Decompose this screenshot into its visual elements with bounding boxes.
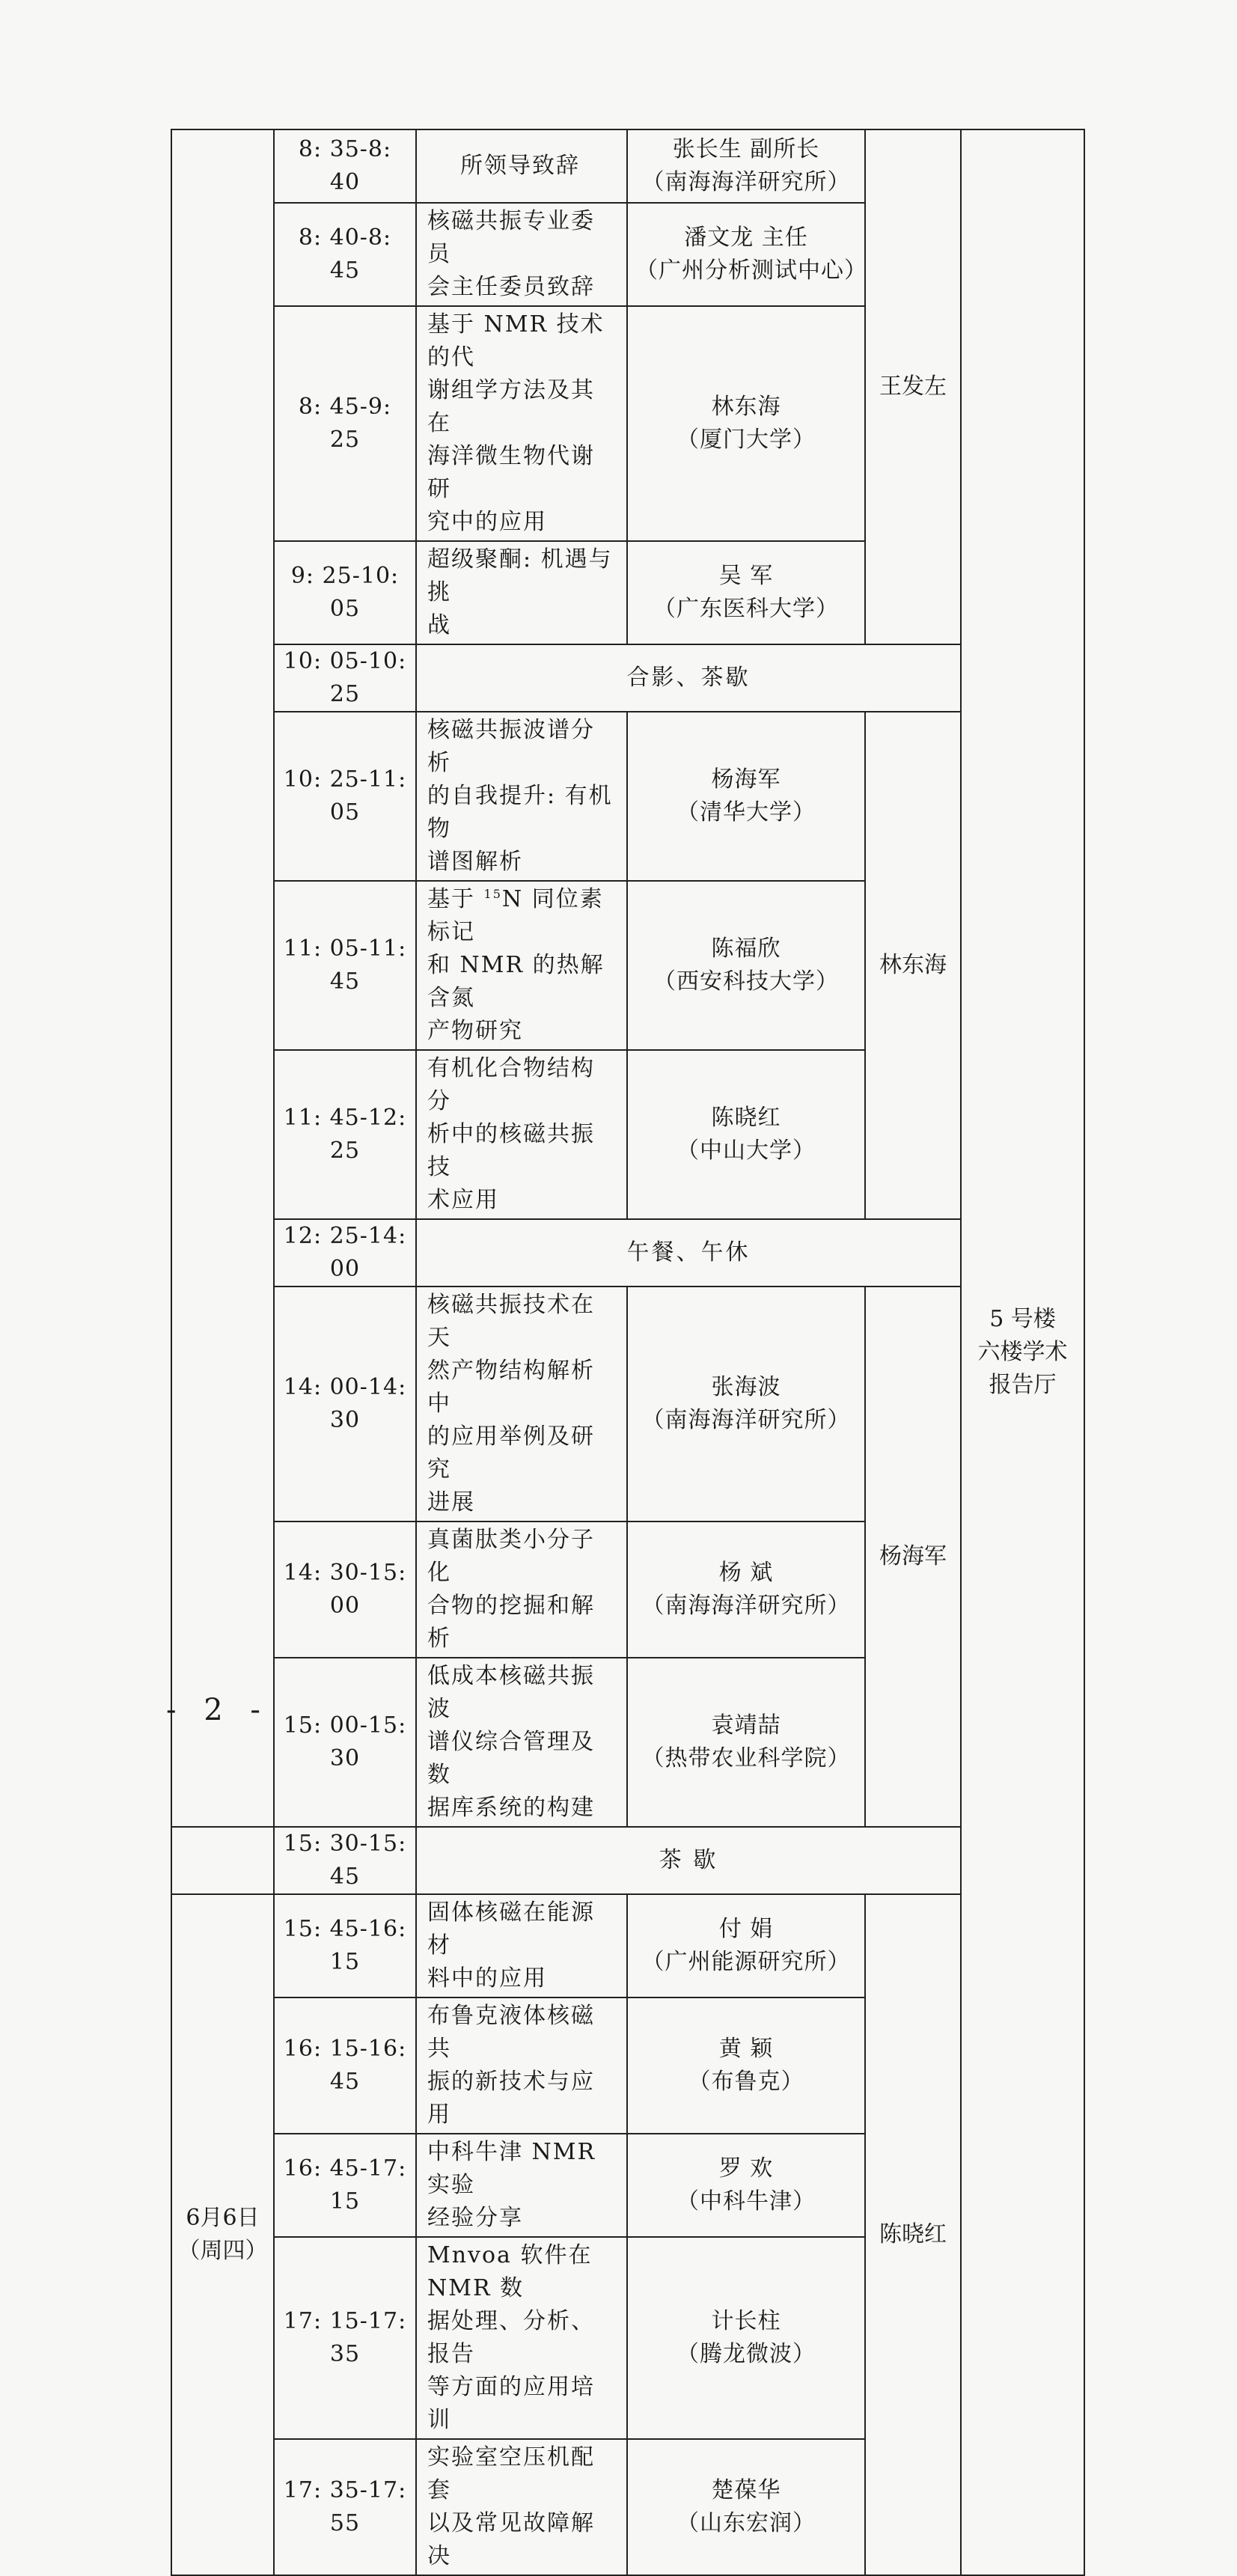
- speaker-cell: 黄 颖 （布鲁克）: [627, 1997, 865, 2134]
- time-cell: 9: 25-10: 05: [274, 541, 416, 644]
- speaker-cell: 付 娟 （广州能源研究所）: [627, 1894, 865, 1997]
- speaker-cell: 张长生 副所长 （南海海洋研究所）: [627, 129, 865, 203]
- topic-cell: Mnvoa 软件在 NMR 数 据处理、分析、报告 等方面的应用培训: [416, 2237, 627, 2439]
- topic-cell: 核磁共振专业委员 会主任委员致辞: [416, 203, 627, 306]
- time-cell: 11: 05-11: 45: [274, 881, 416, 1050]
- speaker-cell: 吴 军 （广东医科大学）: [627, 541, 865, 644]
- speaker-cell: 潘文龙 主任 （广州分析测试中心）: [627, 203, 865, 306]
- speaker-cell: 陈福欣 （西安科技大学）: [627, 881, 865, 1050]
- topic-cell: 基于 $^{15}$N 同位素标记 和 NMR 的热解含氮 产物研究: [416, 881, 627, 1050]
- topic-cell: 真菌肽类小分子化 合物的挖掘和解析: [416, 1522, 627, 1658]
- topic-cell: 基于 NMR 技术的代 谢组学方法及其在 海洋微生物代谢研 究中的应用: [416, 306, 627, 541]
- topic-cell: 固体核磁在能源材 料中的应用: [416, 1894, 627, 1997]
- speaker-cell: 计长柱 （腾龙微波）: [627, 2237, 865, 2439]
- date-cell-continued: [171, 1827, 274, 1894]
- topic-cell: 核磁共振波谱分析 的自我提升: 有机物 谱图解析: [416, 712, 627, 881]
- topic-cell: 有机化合物结构分 析中的核磁共振技 术应用: [416, 1050, 627, 1219]
- speaker-cell: 楚葆华 （山东宏润）: [627, 2439, 865, 2575]
- time-cell: 17: 35-17: 55: [274, 2439, 416, 2575]
- speaker-cell: 杨 斌 （南海海洋研究所）: [627, 1522, 865, 1658]
- time-cell: 8: 45-9: 25: [274, 306, 416, 541]
- time-cell: 14: 30-15: 00: [274, 1522, 416, 1658]
- speaker-cell: 罗 欢 （中科牛津）: [627, 2134, 865, 2237]
- schedule-table: [171, 129, 1085, 2576]
- topic-cell: 中科牛津 NMR 实验 经验分享: [416, 2134, 627, 2237]
- topic-cell: 核磁共振技术在天 然产物结构解析中 的应用举例及研究 进展: [416, 1287, 627, 1522]
- table-row: [171, 129, 1084, 203]
- topic-cell: 超级聚酮: 机遇与挑 战: [416, 541, 627, 644]
- host-cell: 王发左: [865, 129, 961, 644]
- table-row: [171, 644, 1084, 712]
- venue-cell: 5 号楼 六楼学术 报告厅: [961, 129, 1084, 2575]
- table-row: [171, 712, 1084, 881]
- host-cell: 陈晓红: [865, 1894, 961, 2575]
- speaker-cell: 林东海 （厦门大学）: [627, 306, 865, 541]
- time-cell: 10: 05-10: 25: [274, 644, 416, 712]
- topic-cell: 所领导致辞: [416, 129, 627, 203]
- host-cell: 林东海: [865, 712, 961, 1219]
- break-cell: 茶 歇: [416, 1827, 961, 1894]
- date-cell-continued: [171, 129, 274, 1827]
- speaker-cell: 杨海军 （清华大学）: [627, 712, 865, 881]
- topic-cell: 实验室空压机配套 以及常见故障解决: [416, 2439, 627, 2575]
- speaker-cell: 陈晓红 （中山大学）: [627, 1050, 865, 1219]
- table-row: [171, 1219, 1084, 1287]
- speaker-cell: 张海波 （南海海洋研究所）: [627, 1287, 865, 1522]
- date-cell: 6月6日 （周四）: [171, 1894, 274, 2575]
- time-cell: 8: 35-8: 40: [274, 129, 416, 203]
- time-cell: 15: 45-16: 15: [274, 1894, 416, 1997]
- time-cell: 8: 40-8: 45: [274, 203, 416, 306]
- time-cell: 17: 15-17: 35: [274, 2237, 416, 2439]
- speaker-cell: 袁靖喆 （热带农业科学院）: [627, 1658, 865, 1827]
- time-cell: 14: 00-14: 30: [274, 1287, 416, 1522]
- table-row: [171, 1287, 1084, 1522]
- break-cell: 合影、茶歇: [416, 644, 961, 712]
- break-cell: 午餐、午休: [416, 1219, 961, 1287]
- table-row: [171, 1894, 1084, 1997]
- time-cell: 10: 25-11: 05: [274, 712, 416, 881]
- time-cell: 16: 45-17: 15: [274, 2134, 416, 2237]
- topic-cell: 布鲁克液体核磁共 振的新技术与应用: [416, 1997, 627, 2134]
- page-number: - 2 -: [166, 1693, 269, 1727]
- time-cell: 15: 30-15: 45: [274, 1827, 416, 1894]
- topic-cell: 低成本核磁共振波 谱仪综合管理及数 据库系统的构建: [416, 1658, 627, 1827]
- time-cell: 11: 45-12: 25: [274, 1050, 416, 1219]
- host-cell: 杨海军: [865, 1287, 961, 1827]
- time-cell: 15: 00-15: 30: [274, 1658, 416, 1827]
- table-row: [171, 1827, 1084, 1894]
- time-cell: 12: 25-14: 00: [274, 1219, 416, 1287]
- time-cell: 16: 15-16: 45: [274, 1997, 416, 2134]
